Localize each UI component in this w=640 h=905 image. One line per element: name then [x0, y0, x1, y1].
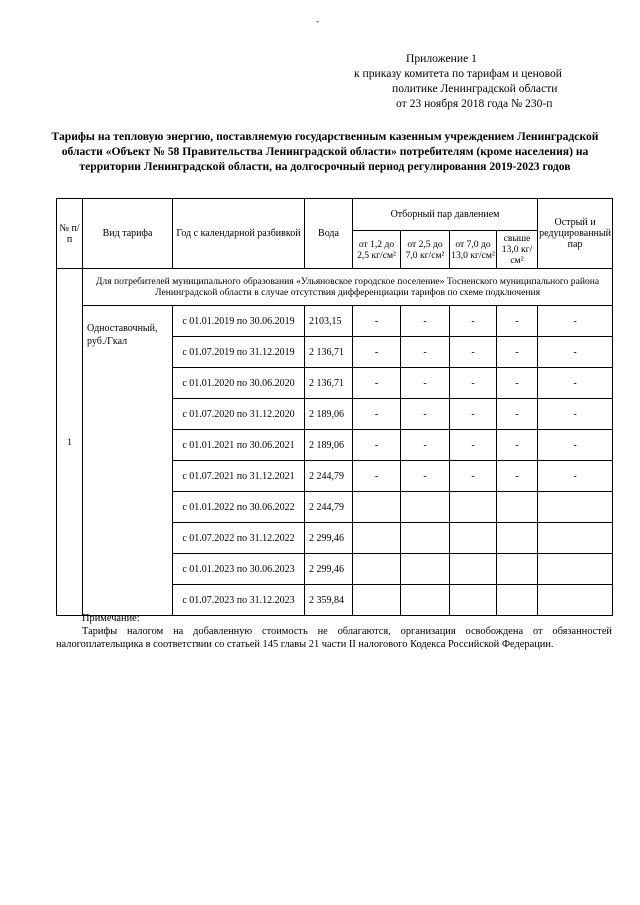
- tariff-kind: Одноставочный, руб./Гкал: [83, 306, 173, 616]
- appendix-line-4: от 23 ноября 2018 года № 230-п: [396, 97, 553, 110]
- table-row: [57, 306, 613, 337]
- steam-3-cell: -: [450, 430, 497, 461]
- sharp-steam-cell: -: [538, 368, 613, 399]
- steam-4-cell: [497, 585, 538, 616]
- appendix-header: [340, 51, 640, 111]
- water-cell: 2 244,79: [305, 461, 353, 492]
- period-cell: с 01.01.2023 по 30.06.2023: [173, 554, 305, 585]
- header-sharp-steam: Острый и редуцированный пар: [538, 199, 613, 269]
- steam-2-cell: [401, 492, 450, 523]
- sharp-steam-cell: -: [538, 461, 613, 492]
- steam-1-cell: [353, 492, 401, 523]
- steam-1-cell: -: [353, 368, 401, 399]
- steam-4-cell: [497, 554, 538, 585]
- steam-3-cell: -: [450, 461, 497, 492]
- steam-1-cell: -: [353, 337, 401, 368]
- steam-3-cell: [450, 523, 497, 554]
- steam-2-cell: -: [401, 368, 450, 399]
- water-cell: 2 136,71: [305, 368, 353, 399]
- steam-1-cell: -: [353, 306, 401, 337]
- tariff-table-body: [57, 269, 613, 616]
- steam-1-cell: [353, 585, 401, 616]
- sharp-steam-cell: [538, 523, 613, 554]
- document-title: Тарифы на тепловую энергию, поставляемую государственным казенным учреждением Ленинградской области «Объект № 58 Правительства Ленинградской области» потребителям (кроме населения) на территории Ленинградской области, на долгосрочный период регулирования 2019-2023 годов: [51, 130, 599, 173]
- appendix-line-1: Приложение 1: [406, 52, 477, 65]
- period-cell: с 01.07.2019 по 31.12.2019: [173, 337, 305, 368]
- steam-3-cell: [450, 585, 497, 616]
- steam-4-cell: [497, 492, 538, 523]
- steam-4-cell: -: [497, 461, 538, 492]
- steam-3-cell: -: [450, 399, 497, 430]
- water-cell: 2 244,79: [305, 492, 353, 523]
- steam-2-cell: -: [401, 430, 450, 461]
- steam-3-cell: -: [450, 337, 497, 368]
- header-steam-3: от 7,0 до 13,0 кг/см²: [450, 231, 497, 269]
- water-cell: 2 189,06: [305, 430, 353, 461]
- steam-3-cell: [450, 554, 497, 585]
- steam-4-cell: [497, 523, 538, 554]
- steam-1-cell: -: [353, 399, 401, 430]
- header-steam-4: свыше 13,0 кг/см²: [497, 231, 538, 269]
- period-cell: с 01.07.2021 по 31.12.2021: [173, 461, 305, 492]
- steam-2-cell: [401, 554, 450, 585]
- period-cell: с 01.07.2022 по 31.12.2022: [173, 523, 305, 554]
- sharp-steam-cell: -: [538, 430, 613, 461]
- period-cell: с 01.01.2019 по 30.06.2019: [173, 306, 305, 337]
- period-cell: с 01.01.2020 по 30.06.2020: [173, 368, 305, 399]
- steam-2-cell: -: [401, 461, 450, 492]
- steam-3-cell: [450, 492, 497, 523]
- header-water: Вода: [305, 199, 353, 269]
- water-cell: 2 189,06: [305, 399, 353, 430]
- steam-3-cell: -: [450, 368, 497, 399]
- sharp-steam-cell: -: [538, 337, 613, 368]
- steam-4-cell: -: [497, 430, 538, 461]
- steam-1-cell: -: [353, 430, 401, 461]
- water-cell: 2 299,46: [305, 523, 353, 554]
- steam-4-cell: -: [497, 399, 538, 430]
- header-steam-group: Отборный пар давлением: [353, 199, 538, 231]
- steam-2-cell: -: [401, 399, 450, 430]
- header-num: № п/п: [57, 199, 83, 269]
- notes: [56, 612, 612, 651]
- period-cell: с 01.01.2022 по 30.06.2022: [173, 492, 305, 523]
- sharp-steam-cell: [538, 585, 613, 616]
- water-cell: 2 359,84: [305, 585, 353, 616]
- steam-4-cell: -: [497, 337, 538, 368]
- steam-2-cell: [401, 585, 450, 616]
- notes-text: Тарифы налогом на добавленную стоимость не облагаются, организация освобождена от обязанностей налогоплательщика в соответствии со статьей 145 главы 21 части II налогового Кодекса Российской Федерации.: [56, 626, 612, 650]
- appendix-line-3: политике Ленинградской области: [392, 82, 558, 95]
- period-cell: с 01.07.2023 по 31.12.2023: [173, 585, 305, 616]
- sharp-steam-cell: -: [538, 399, 613, 430]
- header-period: Год с календарной разбивкой: [173, 199, 305, 269]
- header-steam-2: от 2,5 до 7,0 кг/см²: [401, 231, 450, 269]
- period-cell: с 01.01.2021 по 30.06.2021: [173, 430, 305, 461]
- top-mark: -: [316, 16, 319, 26]
- consumer-condition: Для потребителей муниципального образования «Ульяновское городское поселение» Тосненского муниципального района Ленинградской области в случае отсутствия дифференциации тарифов по схеме подключения: [83, 269, 613, 306]
- steam-2-cell: -: [401, 337, 450, 368]
- steam-1-cell: -: [353, 461, 401, 492]
- steam-2-cell: -: [401, 306, 450, 337]
- sharp-steam-cell: [538, 492, 613, 523]
- header-kind: Вид тарифа: [83, 199, 173, 269]
- steam-1-cell: [353, 523, 401, 554]
- sharp-steam-cell: -: [538, 306, 613, 337]
- water-cell: 2 136,71: [305, 337, 353, 368]
- water-cell: 2103,15: [305, 306, 353, 337]
- steam-1-cell: [353, 554, 401, 585]
- steam-3-cell: -: [450, 306, 497, 337]
- sharp-steam-cell: [538, 554, 613, 585]
- steam-4-cell: -: [497, 306, 538, 337]
- steam-4-cell: -: [497, 368, 538, 399]
- water-cell: 2 299,46: [305, 554, 353, 585]
- steam-2-cell: [401, 523, 450, 554]
- appendix-line-2: к приказу комитета по тарифам и ценовой: [354, 67, 562, 80]
- period-cell: с 01.07.2020 по 31.12.2020: [173, 399, 305, 430]
- tariff-table: [56, 198, 613, 616]
- row-number: 1: [57, 269, 83, 616]
- header-steam-1: от 1,2 до 2,5 кг/см²: [353, 231, 401, 269]
- notes-heading: Примечание:: [82, 613, 140, 624]
